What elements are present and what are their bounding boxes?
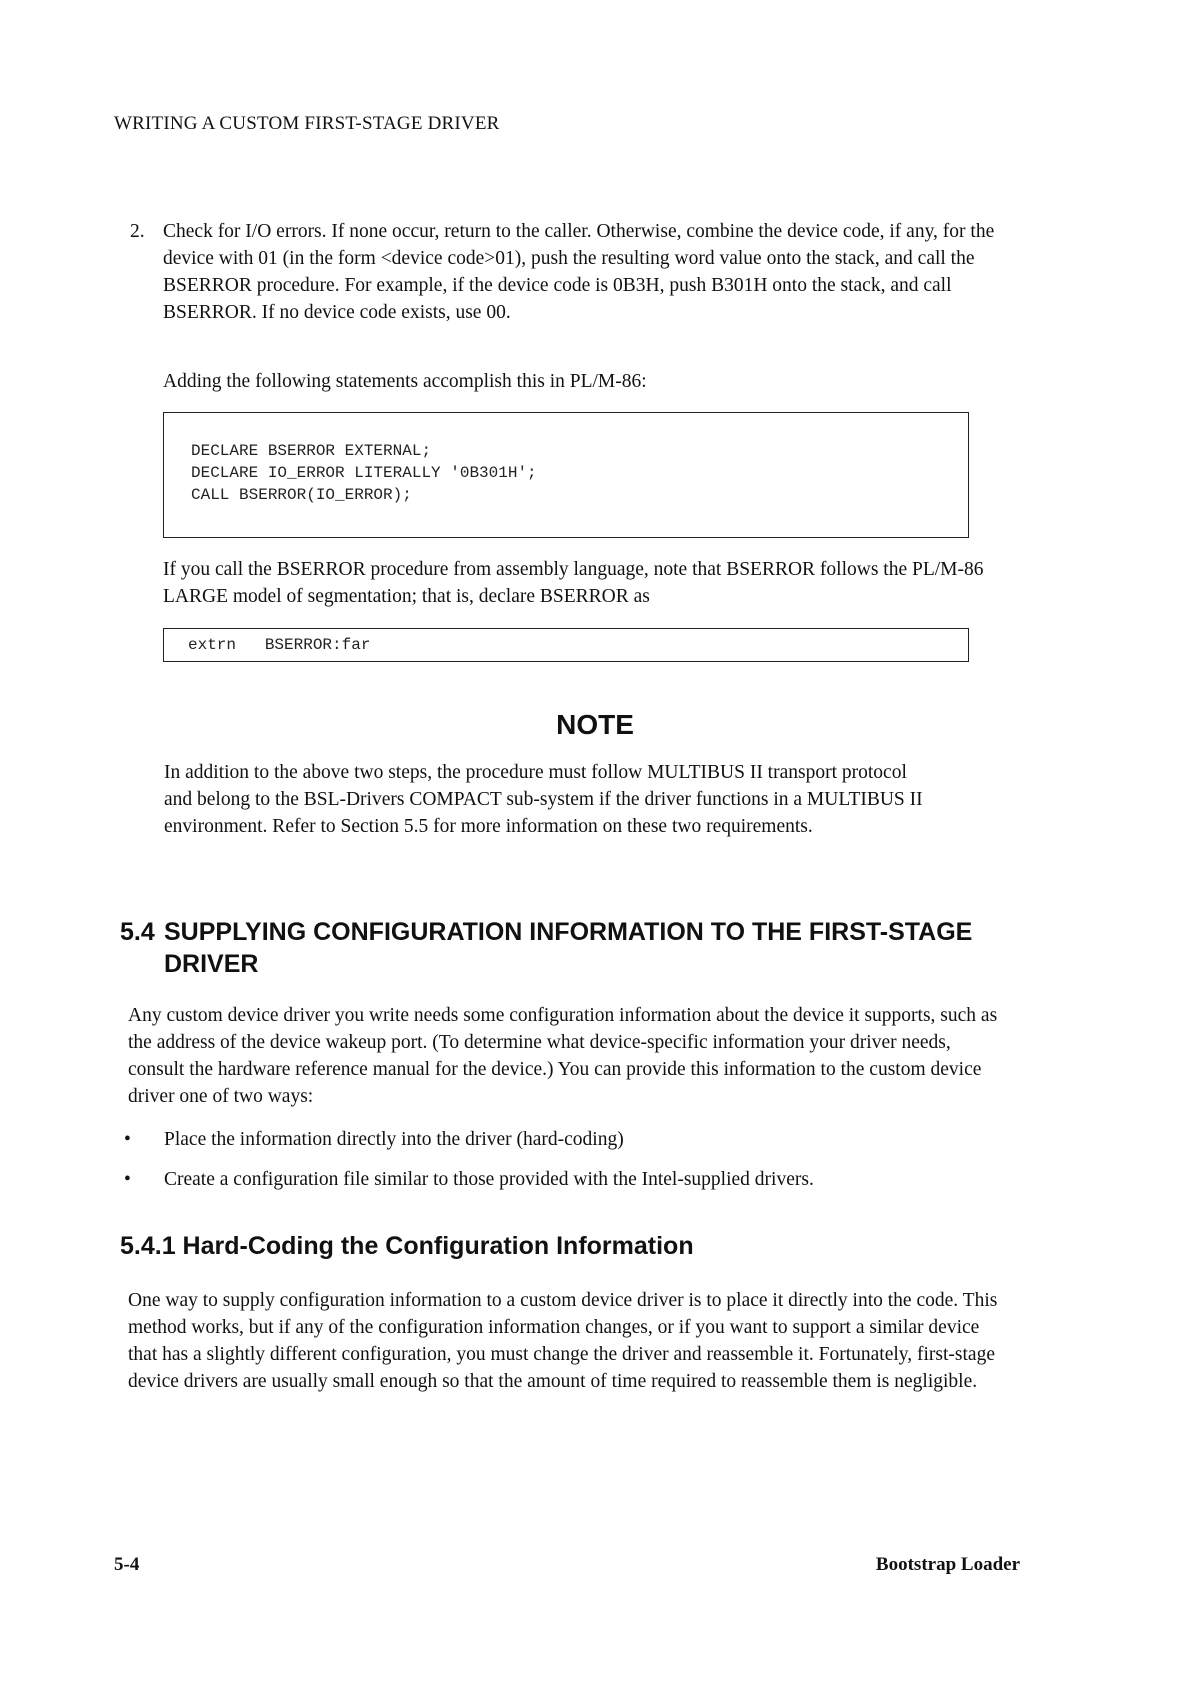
assembly-paragraph: If you call the BSERROR procedure from assembly language, note that BSERROR follows the PL/M-86 LARGE model of segmentation; that is, declare BSERROR as bbox=[163, 559, 984, 607]
bullet-icon: • bbox=[124, 1129, 131, 1150]
note-text: In addition to the above two steps, the procedure must follow MULTIBUS II transport protocol and belong to the BSL-Drivers COMPACT sub-system if the driver functions in a MULTIBUS II environment. Refer to Section 5.5 for more information on these two requirements. bbox=[164, 762, 923, 837]
section-number: 5.4 bbox=[120, 918, 155, 946]
section-intro: Any custom device driver you write needs some configuration information about the device it supports, such as the address of the device wakeup port. (To determine what device-specific information your driver needs, consult the hardware reference manual for the device.) You can provide this information to the custom device driver one of two ways: bbox=[128, 1005, 998, 1107]
note-title: NOTE bbox=[556, 709, 634, 740]
subsection-text: One way to supply configuration information to a custom device driver is to place it directly into the code. This method works, but if any of the configuration information changes, or if you want to support a similar device that has a slightly different configuration, you must change the driver and reassemble it. Fortunately, first-stage device drivers are usually small enough so that the amount of time required to reassemble them is negligible. bbox=[128, 1290, 998, 1392]
page-number: 5-4 bbox=[114, 1554, 140, 1575]
section-title: SUPPLYING CONFIGURATION INFORMATION TO THE FIRST-STAGE DRIVER bbox=[164, 918, 973, 978]
step-text: Check for I/O errors. If none occur, return to the caller. Otherwise, combine the device code, if any, for the device with 01 (in the form <device code>01), push the resulting word value onto the stack, and call the BSERROR procedure. For example, if the device code is 0B3H, push B301H onto the stack, and call BSERROR. If no device code exists, use 00. bbox=[163, 221, 995, 323]
bullet-icon: • bbox=[124, 1169, 131, 1190]
code-line: DECLARE BSERROR EXTERNAL; bbox=[191, 442, 432, 460]
code-line: extrn BSERROR:far bbox=[188, 636, 371, 654]
code-block-plm bbox=[163, 412, 969, 538]
bullet-text: Place the information directly into the driver (hard-coding) bbox=[164, 1129, 624, 1150]
bullet-text: Create a configuration file similar to those provided with the Intel-supplied drivers. bbox=[164, 1169, 814, 1190]
running-head: WRITING A CUSTOM FIRST-STAGE DRIVER bbox=[114, 113, 500, 134]
subsection-heading: 5.4.1 Hard-Coding the Configuration Information bbox=[120, 1232, 694, 1260]
step-number: 2. bbox=[130, 221, 145, 242]
code-line: DECLARE IO_ERROR LITERALLY '0B301H'; bbox=[191, 464, 537, 482]
adding-paragraph: Adding the following statements accomplish this in PL/M-86: bbox=[163, 371, 647, 392]
code-block-asm bbox=[163, 628, 969, 662]
code-line: CALL BSERROR(IO_ERROR); bbox=[191, 486, 412, 504]
footer-title: Bootstrap Loader bbox=[875, 1554, 1020, 1575]
